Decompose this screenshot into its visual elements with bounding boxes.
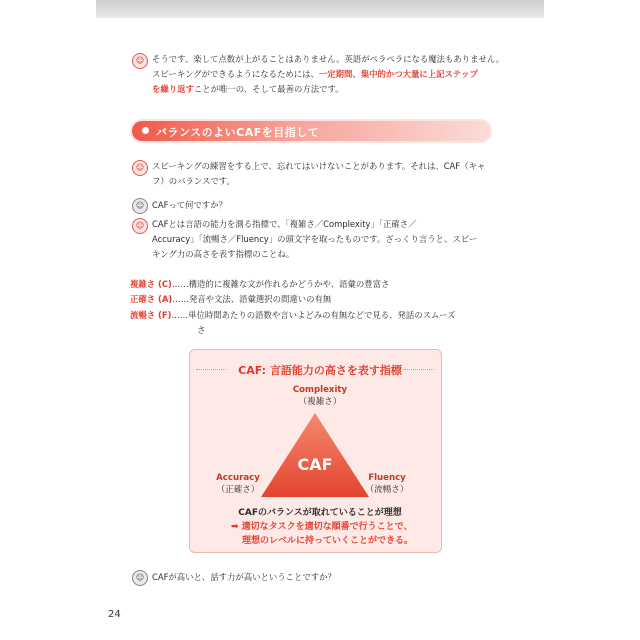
teacher-face-icon: ☺ bbox=[132, 53, 148, 69]
emphasis-text: を繰り返す bbox=[152, 84, 194, 94]
dialog-3 bbox=[152, 217, 477, 262]
term-fluency-cont: さ bbox=[197, 325, 206, 335]
emphasis-text: 一定期間、集中的かつ大量に上記ステップ bbox=[318, 69, 478, 79]
dialog-3-line-2: Accuracy」「流暢さ／Fluency」の頭文字を取ったものです。ざっくり言うと、スピー bbox=[152, 234, 478, 244]
complexity-label: Complexity （複雑さ） bbox=[292, 385, 348, 407]
caf-ideal-statement: CAFのバランスが取れていることが理想 bbox=[238, 508, 402, 518]
dialog-3-line-3: キング力の高さを表す指標のことね。 bbox=[152, 249, 295, 259]
dialog-2 bbox=[152, 159, 485, 189]
section-banner bbox=[132, 121, 490, 141]
question-1: CAFって何ですか？ bbox=[152, 200, 228, 210]
page-number: 24 bbox=[108, 609, 121, 620]
dialog-1-line-2: スピーキングができるようになるためには、一定期間、集中的かつ大量に上記ステップ bbox=[152, 69, 478, 79]
dialog-3-line-1: CAFとは言語の能力を測る指標で、「複雑さ／Complexity」「正確さ／ bbox=[152, 219, 417, 229]
teacher-face-icon: ☺ bbox=[132, 218, 148, 234]
student-face-icon: ☺ bbox=[132, 198, 148, 214]
term-accuracy: 正確さ (A)……発音や文法、語彙選択の間違いの有無 bbox=[130, 294, 332, 304]
term-fluency: 流暢さ (F)……単位時間あたりの語数や言いよどみの有無などで見る、発話のスムーズ bbox=[130, 310, 456, 320]
triangle-center-label: CAF bbox=[297, 455, 333, 474]
dialog-1 bbox=[152, 52, 504, 97]
caf-advice: ➡ 適切なタスクを適切な順番で行うことで、 理想のレベルに持っていくことができる。 bbox=[231, 522, 414, 546]
accuracy-label: Accuracy （正確さ） bbox=[216, 473, 260, 495]
dialog-2-line-2: フ）のバランスです。 bbox=[152, 176, 235, 186]
student-face-icon: ☺ bbox=[132, 570, 148, 586]
dialog-2-line-1: スピーキングの練習をする上で、忘れてはいけないことがあります。それは、CAF（キャ bbox=[152, 161, 486, 171]
dialog-1-line-3: を繰り返すことが唯一の、そして最善の方法です。 bbox=[152, 84, 344, 94]
question-2: CAFが高いと、話す力が高いということですか？ bbox=[152, 572, 336, 582]
fluency-label: Fluency （流暢さ） bbox=[365, 473, 409, 495]
section-title: バランスのよいCAFを目指して bbox=[156, 126, 320, 139]
page-top-bar bbox=[96, 0, 544, 18]
term-complexity: 複雑さ (C)……構造的に複雑な文が作れるかどうかや、語彙の豊富さ bbox=[130, 279, 390, 289]
caf-box-title: CAF: 言語能力の高さを表す指標 bbox=[238, 364, 402, 377]
teacher-face-icon: ☺ bbox=[132, 160, 148, 176]
bullet-dot-icon bbox=[142, 127, 149, 134]
dialog-1-line-1: そうです。楽して点数が上がることはありません。英語がペラペラになる魔法もありません。 bbox=[152, 54, 505, 64]
